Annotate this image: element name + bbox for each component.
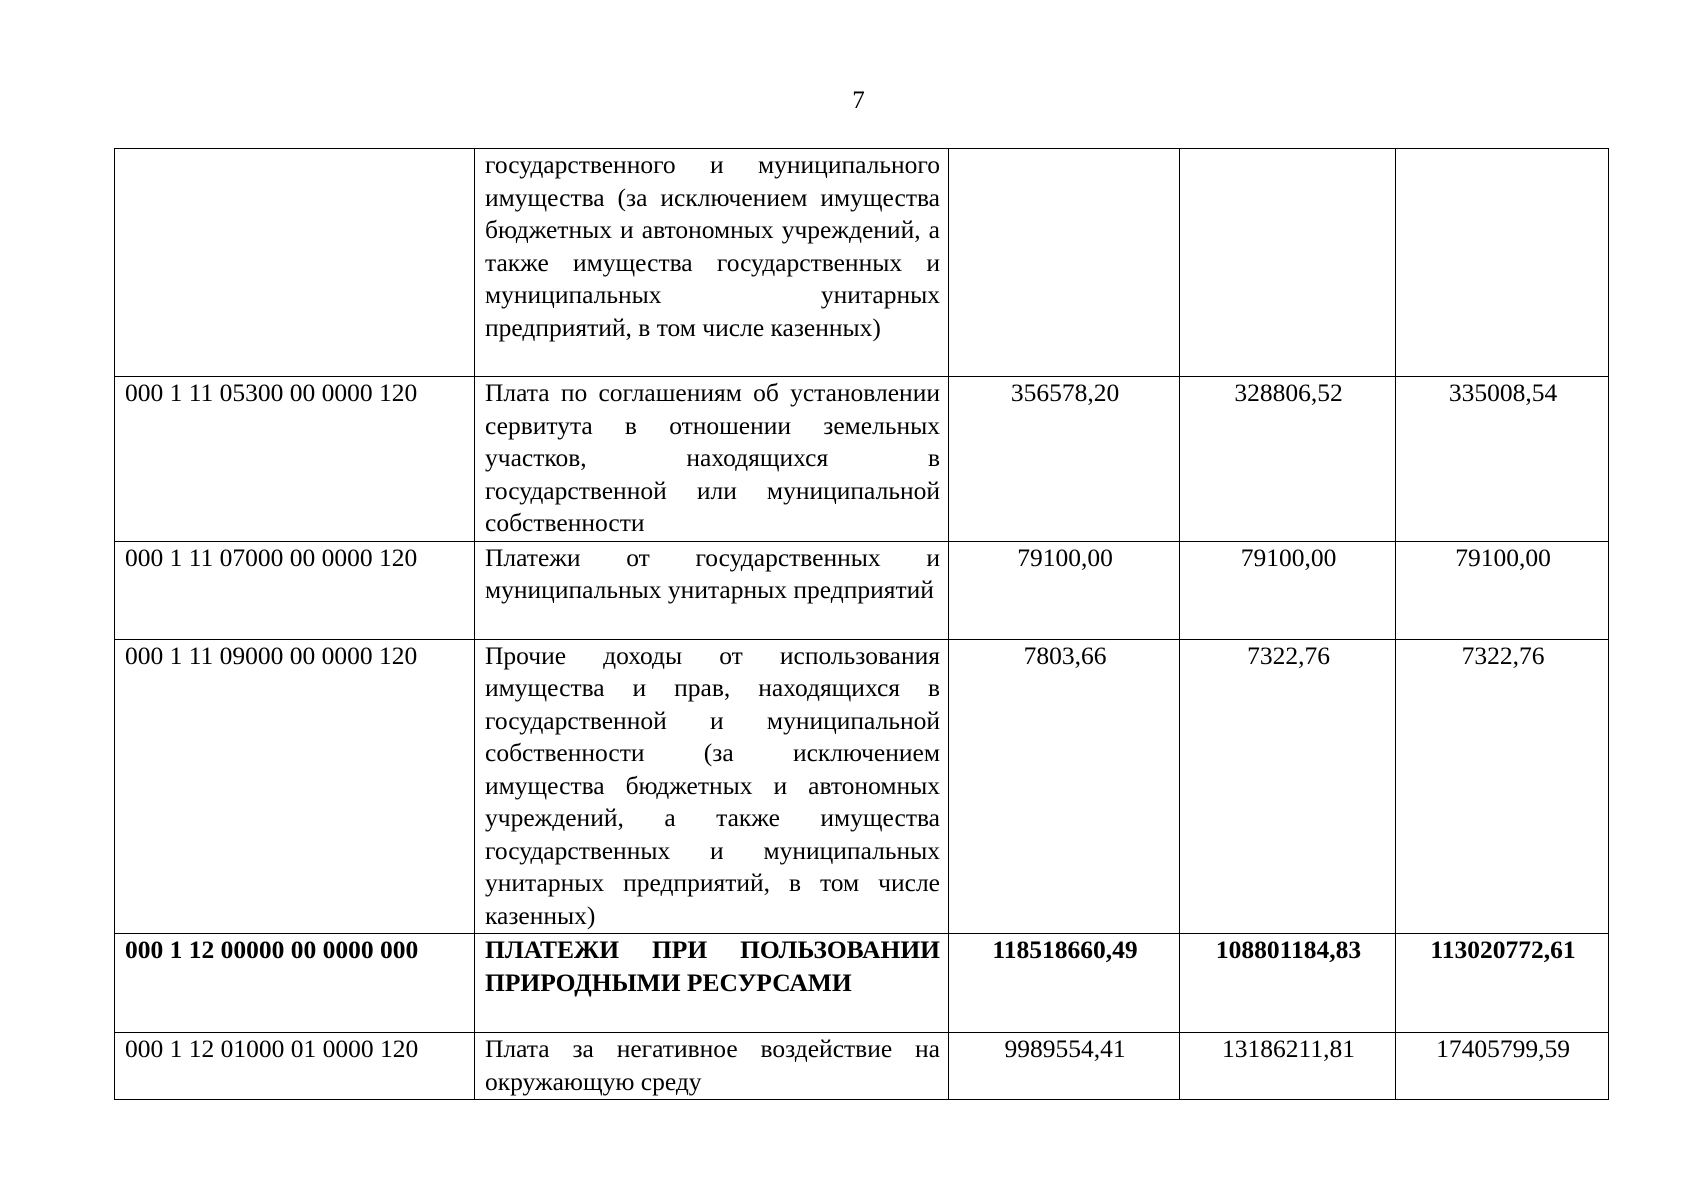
year1-amount-cell: 79100,00: [949, 541, 1180, 639]
table-row: [115, 541, 1609, 639]
year1-amount-cell: 7803,66: [949, 639, 1180, 934]
year1-amount-cell: 9989554,41: [949, 1033, 1180, 1100]
year3-amount-cell: [1396, 149, 1609, 377]
budget-code-cell: 000 1 11 05300 00 0000 120: [115, 377, 475, 542]
page-number: 7: [852, 87, 865, 114]
year3-amount-cell: 17405799,59: [1396, 1033, 1609, 1100]
year3-amount-cell: 113020772,61: [1396, 934, 1609, 1033]
revenue-table: [114, 148, 1609, 1100]
year3-amount-cell: 79100,00: [1396, 541, 1609, 639]
budget-code-cell: 000 1 11 07000 00 0000 120: [115, 541, 475, 639]
budget-code-cell: 000 1 12 00000 00 0000 000: [115, 934, 475, 1033]
year2-amount-cell: 108801184,83: [1180, 934, 1396, 1033]
year3-amount-cell: 7322,76: [1396, 639, 1609, 934]
revenue-name-cell: государственного и муниципального имущества (за исключением имущества бюджетных и автономных учреждений, а также имущества государственных и муниципальных унитарных предприятий, в том числе казенных): [475, 149, 949, 377]
year3-amount-cell: 335008,54: [1396, 377, 1609, 542]
year2-amount-cell: 328806,52: [1180, 377, 1396, 542]
budget-code-cell: 000 1 12 01000 01 0000 120: [115, 1033, 475, 1100]
year2-amount-cell: 7322,76: [1180, 639, 1396, 934]
year2-amount-cell: [1180, 149, 1396, 377]
table-row-section-total: [115, 934, 1609, 1033]
year1-amount-cell: 118518660,49: [949, 934, 1180, 1033]
budget-code-cell: [115, 149, 475, 377]
revenue-name-cell: Платежи от государственных и муниципальных унитарных предприятий: [475, 541, 949, 639]
year1-amount-cell: 356578,20: [949, 377, 1180, 542]
budget-code-cell: 000 1 11 09000 00 0000 120: [115, 639, 475, 934]
revenue-name-cell: Плата за негативное воздействие на окружающую среду: [475, 1033, 949, 1100]
revenue-name-cell: Плата по соглашениям об установлении сервитута в отношении земельных участков, находящихся в государственной или муниципальной собственности: [475, 377, 949, 542]
year2-amount-cell: 13186211,81: [1180, 1033, 1396, 1100]
revenue-name-cell: ПЛАТЕЖИ ПРИ ПОЛЬЗОВАНИИ ПРИРОДНЫМИ РЕСУРСАМИ: [475, 934, 949, 1033]
table-row: [115, 639, 1609, 934]
table-row: [115, 149, 1609, 377]
year1-amount-cell: [949, 149, 1180, 377]
revenue-name-cell: Прочие доходы от использования имущества и прав, находящихся в государственной и муниципальной собственности (за исключением имущества бюджетных и автономных учреждений, а также имущества государственных и муниципальных унитарных предприятий, в том числе казенных): [475, 639, 949, 934]
year2-amount-cell: 79100,00: [1180, 541, 1396, 639]
table-row: [115, 1033, 1609, 1100]
table-row: [115, 377, 1609, 542]
